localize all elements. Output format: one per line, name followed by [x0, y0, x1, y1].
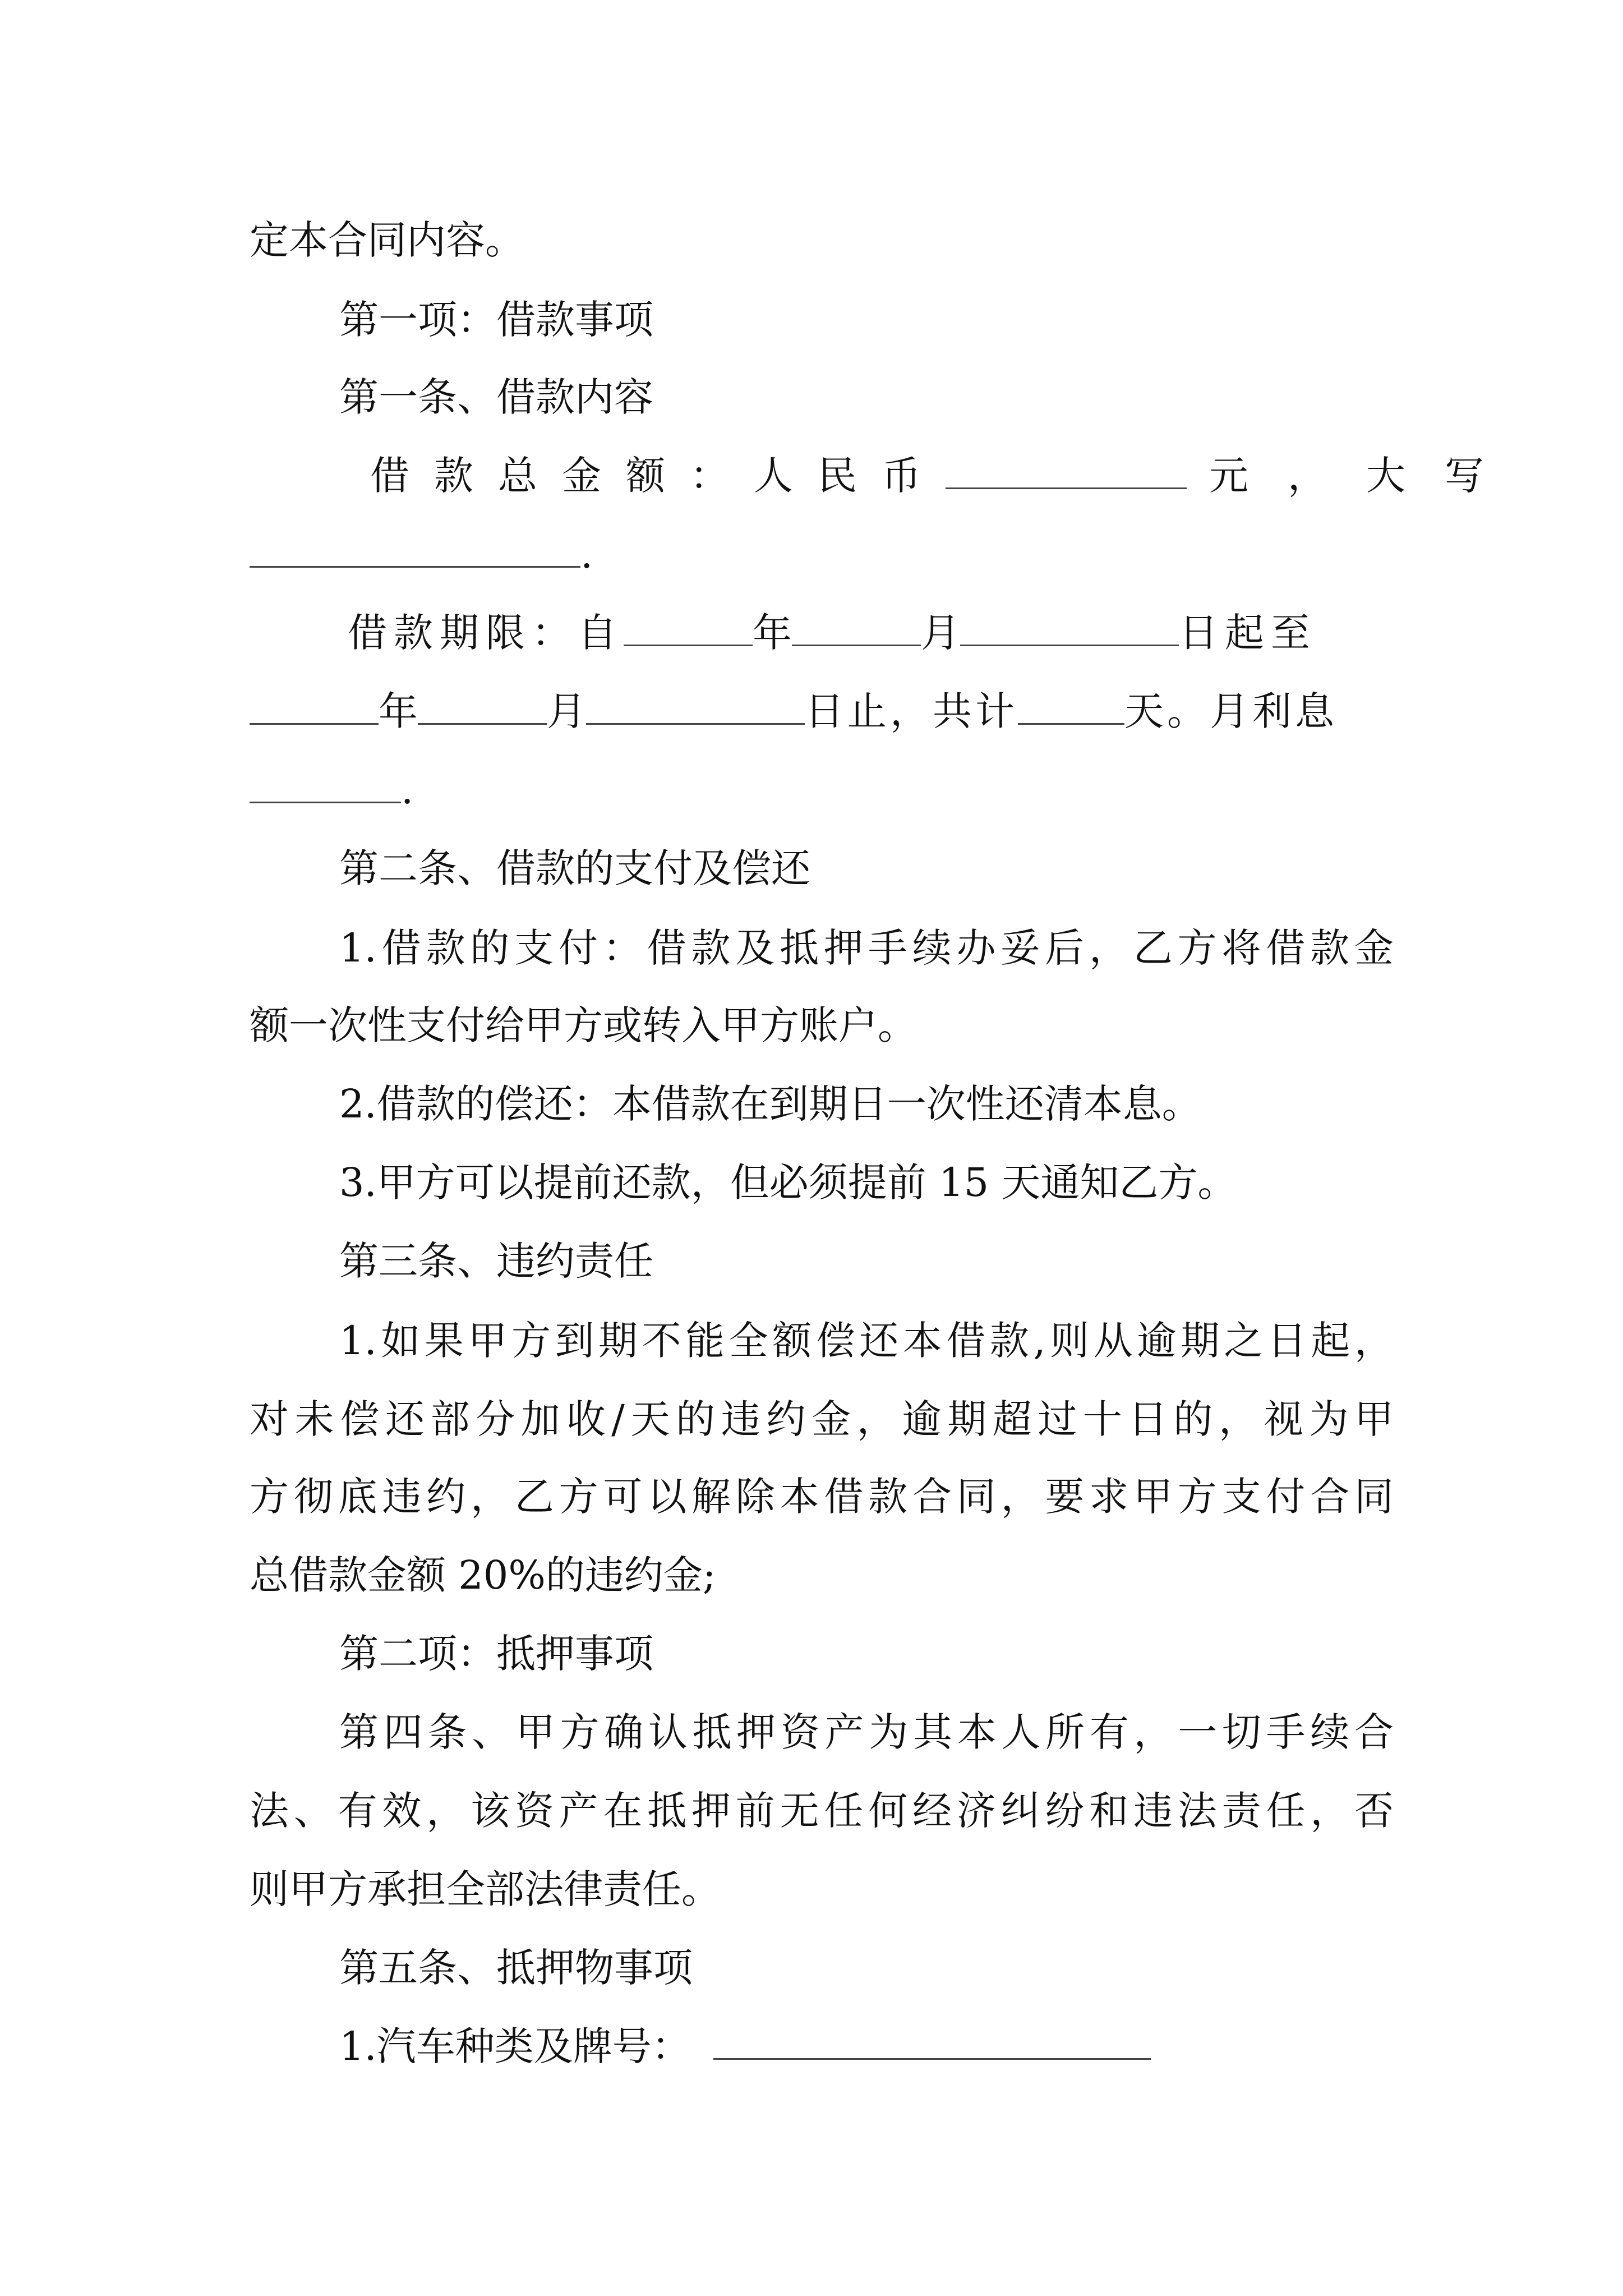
section-heading: 第二项：抵押事项	[339, 1631, 653, 1677]
end-day-blank	[586, 687, 805, 725]
section-heading: 第一项：借款事项	[339, 297, 653, 343]
interest-line	[250, 762, 1394, 818]
period-mark: .	[580, 531, 593, 577]
vehicle-plate-line	[339, 2018, 1394, 2074]
start-day-label: 日起至	[1179, 610, 1317, 656]
interest-blank	[250, 766, 401, 803]
loan-amount-line	[250, 448, 1523, 504]
month-label: 月	[921, 610, 960, 656]
vehicle-plate-blank	[713, 2022, 1151, 2060]
paragraph-line: 1.如果甲方到期不能全额偿还本借款,则从逾期之日起，	[339, 1318, 1394, 1364]
paragraph-line: 2.借款的偿还：本借款在到期日一次性还清本息。	[339, 1081, 1201, 1127]
start-year-blank	[624, 609, 753, 646]
paragraph-line: 对未偿还部分加收/天的违约金，逾期超过十日的，视为甲	[250, 1396, 1394, 1442]
end-year-blank	[250, 687, 379, 725]
paragraph-line: 则甲方承担全部法律责任。	[250, 1866, 721, 1912]
loan-term-end-line	[250, 683, 1394, 739]
amount-words-blank	[250, 530, 580, 568]
month-label: 月	[547, 688, 586, 734]
clause-heading: 第二条、借款的支付及偿还	[339, 845, 810, 891]
year-label: 年	[379, 688, 418, 734]
paragraph-line: 法、有效，该资产在抵押前无任何经济纠纷和违法责任，否	[250, 1788, 1394, 1834]
paragraph-line: 3.甲方可以提前还款，但必须提前 15 天通知乙方。	[339, 1159, 1237, 1205]
period-mark: .	[401, 767, 414, 813]
start-day-blank	[960, 609, 1179, 646]
paragraph-line: 总借款金额 20%的违约金;	[250, 1552, 716, 1598]
paragraph-line: 额一次性支付给甲方或转入甲方账户。	[250, 1002, 917, 1048]
end-day-label: 日止，共计	[805, 688, 1018, 734]
paragraph-line: 1.借款的支付：借款及抵押手续办妥后，乙方将借款金	[339, 925, 1394, 971]
paragraph-line: 定本合同内容。	[250, 217, 524, 263]
clause-heading: 第一条、借款内容	[339, 374, 653, 420]
monthly-interest-label: 天。月利息	[1124, 688, 1338, 734]
amount-unit-label: 元，大写	[1209, 453, 1523, 499]
loan-term-line	[250, 605, 1394, 661]
clause-heading: 第三条、违约责任	[339, 1238, 653, 1284]
amount-words-line	[250, 526, 1394, 582]
loan-amount-label: 借款总金额：人民币	[370, 453, 946, 499]
vehicle-plate-label: 1.汽车种类及牌号：	[339, 2023, 691, 2069]
end-month-blank	[418, 687, 547, 725]
start-month-blank	[792, 609, 921, 646]
paragraph-line: 第四条、甲方确认抵押资产为其本人所有，一切手续合	[339, 1709, 1394, 1755]
loan-term-label: 借款期限：自	[348, 610, 624, 656]
paragraph-line: 方彻底违约，乙方可以解除本借款合同，要求甲方支付合同	[250, 1474, 1394, 1520]
year-label: 年	[753, 610, 792, 656]
days-blank	[1018, 687, 1124, 725]
amount-blank	[946, 452, 1187, 489]
clause-heading: 第五条、抵押物事项	[339, 1945, 693, 1991]
